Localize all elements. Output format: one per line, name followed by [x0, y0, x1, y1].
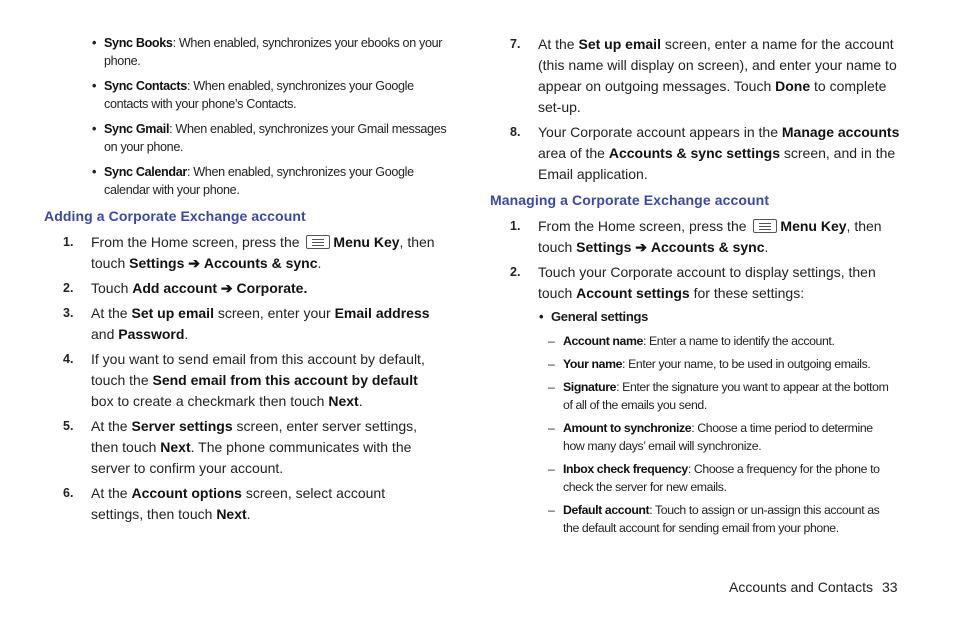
list-item: • Sync Calendar: When enabled, synchronizes your Google calendar with your phone.: [92, 165, 414, 197]
step-3: 3. At the Set up email screen, enter your Email address and Password.: [63, 305, 430, 342]
sync-options-list: [92, 34, 454, 206]
menu-key-icon: [306, 235, 330, 249]
step-2: 2. Touch your Corporate account to display settings, then touch Account settings for these settings:: [510, 264, 876, 301]
arrow-icon: ➔: [220, 280, 233, 296]
step-6: 6. At the Account options screen, select account settings, then touch Next.: [63, 485, 386, 522]
menu-key-icon: [753, 219, 777, 233]
managing-steps-list: [510, 216, 900, 308]
section-heading-adding: Adding a Corporate Exchange account: [44, 208, 306, 224]
step-7: 7. At the Set up email screen, enter a name for the account (this name will display on screen), and enter your name to appear on outgoing messages. Touch Done to complete set-up.: [510, 36, 897, 115]
list-item: – Signature: Enter the signature you want to appear at the bottom of all of the emails you send.: [548, 380, 889, 412]
step-2: 2. Touch Add account ➔ Corporate.: [63, 280, 308, 296]
footer-section-title: Accounts and Contacts: [729, 579, 873, 595]
list-item: – Default account: Touch to assign or un-assign this account as the default account for sending email from your phone.: [548, 503, 880, 535]
step-5: 5. At the Server settings screen, enter server settings, then touch Next. The phone communicates with the server to confirm your account.: [63, 418, 418, 476]
list-item: • Sync Gmail: When enabled, synchronizes your Gmail messages on your phone.: [92, 122, 447, 154]
general-settings-bullet: • General settings: [539, 309, 649, 324]
list-item: – Account name: Enter a name to identify the account.: [548, 334, 835, 348]
step-8: 8. Your Corporate account appears in the Manage accounts area of the Accounts & sync settings screen, and in the Email application.: [510, 124, 900, 182]
adding-steps-continued: [510, 34, 900, 189]
list-item: – Amount to synchronize: Choose a time period to determine how many days’ email will synchronize.: [548, 421, 873, 453]
list-item: • Sync Contacts: When enabled, synchronizes your Google contacts with your phone’s Contacts.: [92, 79, 414, 111]
list-item: – Inbox check frequency: Choose a frequency for the phone to check the server for new emails.: [548, 462, 880, 494]
list-item: – Your name: Enter your name, to be used in outgoing emails.: [548, 357, 871, 371]
page-number: 33: [882, 579, 898, 595]
section-heading-managing: Managing a Corporate Exchange account: [490, 192, 770, 208]
arrow-icon: ➔: [188, 255, 200, 271]
arrow-icon: ➔: [635, 239, 647, 255]
step-4: 4. If you want to send email from this account by default, touch the Send email from this account by default box to create a checkmark then touch Next.: [63, 351, 425, 409]
step-1: 1. From the Home screen, press the Menu Key, then touch Settings ➔ Accounts & sync.: [63, 234, 435, 271]
list-item: • Sync Books: When enabled, synchronizes your ebooks on your phone.: [92, 36, 443, 68]
step-1: 1. From the Home screen, press the Menu Key, then touch Settings ➔ Accounts & sync.: [510, 218, 882, 255]
general-settings-list: [548, 332, 895, 542]
adding-steps-list: [63, 232, 441, 529]
